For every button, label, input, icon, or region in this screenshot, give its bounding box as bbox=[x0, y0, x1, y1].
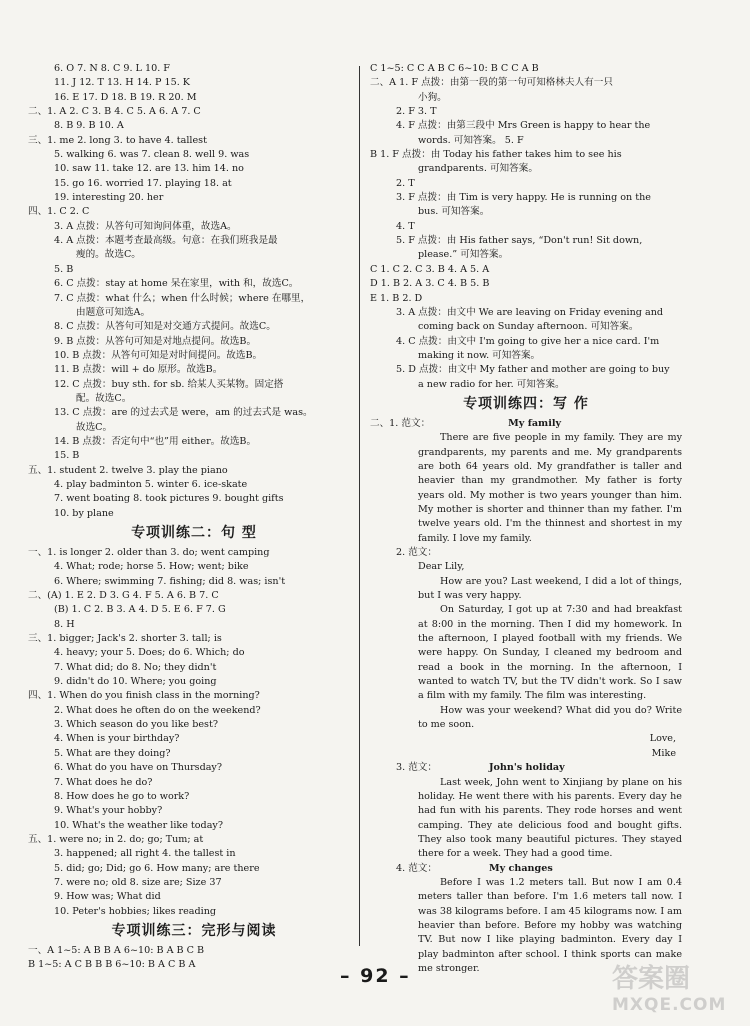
answer-line: 一、A 1~5: A B B A 6~10: B A B C B bbox=[28, 944, 205, 956]
answer-line: 由题意可知选A。 bbox=[76, 306, 151, 318]
answer-line: 三、1. me 2. long 3. to have 4. tallest bbox=[28, 134, 207, 146]
answer-line: 配。故选C。 bbox=[76, 392, 132, 404]
watermark-line2: MXQE.COM bbox=[612, 995, 727, 1015]
answer-line: 13. C 点拨：are 的过去式是 were，am 的过去式是 was。 bbox=[54, 407, 313, 419]
answer-line: 5. B bbox=[54, 263, 74, 275]
answer-line: bus. 可知答案。 bbox=[418, 206, 490, 218]
answer-line: 小狗。 bbox=[418, 91, 447, 103]
answer-line: please.” 可知答案。 bbox=[418, 249, 509, 261]
answer-line: 3. Which season do you like best? bbox=[54, 719, 218, 731]
answer-line: 7. What did; do 8. No; they didn't bbox=[54, 661, 217, 673]
answer-line: 15. B bbox=[54, 450, 80, 462]
answer-line: making it now. 可知答案。 bbox=[418, 349, 541, 361]
answer-line: 8. C 点拨：从答句可知是对交通方式提问。故选C。 bbox=[54, 321, 276, 333]
answer-line: 6. Where; swimming 7. fishing; did 8. was; isn't bbox=[54, 575, 286, 587]
answer-line: 7. C 点拨：what 什么；when 什么时候；where 在哪里， bbox=[54, 292, 311, 304]
section-title-writing: 专项训练四：写 作 bbox=[463, 395, 589, 412]
answer-line: 5. walking 6. was 7. clean 8. well 9. was bbox=[54, 149, 250, 161]
answer-line: words. 可知答案。 5. F bbox=[418, 134, 524, 146]
right-column bbox=[370, 62, 682, 976]
answer-line: grandparents. 可知答案。 bbox=[418, 163, 538, 175]
answer-line: 9. What's your hobby? bbox=[54, 805, 163, 817]
answer-line: 5. D 点拨：由文中 My father and mother are going to buy bbox=[396, 364, 670, 376]
answer-line: 4. C 点拨：由文中 I'm going to give her a nice card. I'm bbox=[396, 335, 660, 347]
answer-line: 三、1. bigger; Jack's 2. shorter 3. tall; is bbox=[28, 633, 222, 645]
answer-line: 2. T bbox=[396, 177, 415, 189]
answer-line: 10. saw 11. take 12. are 13. him 14. no bbox=[54, 163, 244, 175]
watermark-line1: 答案圈 bbox=[612, 964, 691, 994]
essay-lead: 二、1. 范文： bbox=[370, 417, 431, 429]
answer-line: B 1~5: A C B B B 6~10: B A C B A bbox=[28, 959, 196, 971]
answer-line: 瘦的。故选C。 bbox=[76, 249, 141, 261]
answer-line: 五、1. were no; in 2. do; go; Tum; at bbox=[28, 833, 204, 845]
answer-line: 10. B 点拨：从答句可知是对时间提问。故选B。 bbox=[54, 349, 263, 361]
letter-greeting: Dear Lily, bbox=[418, 561, 465, 573]
answer-line: 15. go 16. worried 17. playing 18. at bbox=[54, 177, 232, 189]
answer-line: 8. H bbox=[54, 618, 75, 630]
answer-list-section3-cont bbox=[370, 62, 682, 392]
answer-line: 11. J 12. T 13. H 14. P 15. K bbox=[54, 77, 190, 89]
answer-list-section2 bbox=[28, 546, 360, 919]
answer-line: B 1. F 点拨：由 Today his father takes him to see his bbox=[370, 149, 622, 161]
answer-line: 二、A 1. F 点拨：由第一段的第一句可知格林夫人有一只 bbox=[370, 77, 613, 89]
watermark-logo bbox=[612, 958, 742, 1018]
answer-line: 4. A 点拨：本题考查最高级。句意：在我们班我是最 bbox=[54, 235, 278, 247]
answer-line: 3. happened; all right 4. the tallest in bbox=[54, 848, 236, 860]
answer-line: 五、1. student 2. twelve 3. play the piano bbox=[28, 464, 228, 476]
essay-letter bbox=[370, 546, 682, 761]
essay-my-family bbox=[370, 417, 682, 546]
section-title-cloze-reading: 专项训练三：完形与阅读 bbox=[111, 922, 277, 939]
answer-line: 10. by plane bbox=[54, 507, 114, 519]
answer-line: 2. What does he often do on the weekend? bbox=[54, 704, 261, 716]
answer-line: 4. T bbox=[396, 220, 415, 232]
answer-line: 2. F 3. T bbox=[396, 106, 437, 118]
letter-paragraph: On Saturday, I got up at 7:30 and had breakfast at 8:00 in the morning. Then I did my homework. In the afternoon, I played football with my friends. We were happy. On Sunday, I cleaned my bedroom and read a book in the morning. In the afternoon, I wanted to watch TV, but the TV didn't work. So I saw a film with my family. The film was interesting. bbox=[418, 604, 682, 702]
left-column bbox=[28, 62, 360, 973]
answer-line: 7. What does he do? bbox=[54, 776, 153, 788]
essay-lead: 2. 范文： bbox=[396, 547, 437, 558]
answer-line: 9. didn't do 10. Where; you going bbox=[54, 676, 217, 688]
answer-line: a new radio for her. 可知答案。 bbox=[418, 378, 565, 390]
answer-line: 10. What's the weather like today? bbox=[54, 819, 223, 831]
answer-line: 3. A 点拨：由文中 We are leaving on Friday evening and bbox=[396, 306, 664, 318]
essay-title: My family bbox=[508, 417, 562, 429]
answer-line: C 1. C 2. C 3. B 4. A 5. A bbox=[370, 263, 490, 275]
answer-line: 3. A 点拨：从答句可知询问体重，故选A。 bbox=[54, 220, 237, 232]
answer-line: 四、1. When do you finish class in the morning? bbox=[28, 690, 260, 702]
answer-line: 16. E 17. D 18. B 19. R 20. M bbox=[54, 91, 197, 103]
answer-line: E 1. B 2. D bbox=[370, 292, 423, 304]
essay-text: There are five people in my family. They are my grandparents, my parents and me. My grandparents are both 64 years old. My grandfather is taller and heavier than my grandmother. My father is forty years old. My mother is two years younger than him. My mother is shorter and thinner than my father. I'm twelve years old. I'm the thinnest and shortest in my family. I love my family. bbox=[418, 432, 682, 544]
answer-line: 3. F 点拨：由 Tim is very happy. He is running on the bbox=[396, 192, 651, 204]
essay-title: John's holiday bbox=[488, 762, 565, 774]
essay-lead: 3. 范文： bbox=[396, 762, 437, 774]
answer-line: 9. How was; What did bbox=[54, 891, 161, 903]
answer-line: 7. went boating 8. took pictures 9. bought gifts bbox=[54, 493, 284, 505]
answer-list-section1 bbox=[28, 62, 360, 521]
answer-line: 4. heavy; your 5. Does; do 6. Which; do bbox=[54, 647, 245, 659]
section-title-sentence-patterns: 专项训练二：句 型 bbox=[131, 525, 257, 541]
answer-line: 6. C 点拨：stay at home 呆在家里，with 和，故选C。 bbox=[54, 278, 299, 290]
answer-line: 6. O 7. N 8. C 9. L 10. F bbox=[54, 63, 170, 74]
answer-line: coming back on Sunday afternoon. 可知答案。 bbox=[418, 321, 639, 333]
essay-text: Last week, John went to Xinjiang by plane on his holiday. He went there with his parents. Every day he had fun with his parents. They rode horses and went camping. They ate delicious food and bought gifts. They also took many beautiful pictures. They stayed there for a week. They had a good time. bbox=[418, 776, 682, 860]
answer-line: D 1. B 2. A 3. C 4. B 5. B bbox=[370, 278, 490, 290]
letter-paragraph: How are you? Last weekend, I did a lot of things, but I was very happy. bbox=[418, 575, 682, 602]
letter-signature: Mike bbox=[651, 747, 676, 759]
answer-line: 一、1. is longer 2. older than 3. do; went camping bbox=[28, 547, 270, 558]
answer-line: 4. F 点拨：由第三段中 Mrs Green is happy to hear the bbox=[396, 120, 651, 132]
essay-lead: 4. 范文： bbox=[396, 862, 437, 874]
answer-list-section3 bbox=[28, 944, 360, 973]
answer-line: 6. What do you have on Thursday? bbox=[54, 762, 222, 774]
essay-text: Before I was 1.2 meters tall. But now I am 0.4 meters taller than before. I'm 1.6 meters tall now. I was 38 kilograms before. I am 45 kilograms now. I am heavier than before. Before my hobby was watching TV. But now I like playing badminton. Every day I play badminton after school. I think sports can make me stronger. bbox=[418, 876, 682, 974]
answer-line: 12. C 点拨：buy sth. for sb. 给某人买某物。固定搭 bbox=[54, 378, 284, 390]
answer-line: 二、1. A 2. C 3. B 4. C 5. A 6. A 7. C bbox=[28, 106, 201, 118]
answer-line: 5. did; go; Did; go 6. How many; are there bbox=[54, 862, 260, 874]
essay-title: My changes bbox=[488, 862, 553, 874]
answer-line: 19. interesting 20. her bbox=[54, 192, 164, 204]
answer-line: (B) 1. C 2. B 3. A 4. D 5. E 6. F 7. G bbox=[54, 604, 226, 616]
answer-line: 7. were no; old 8. size are; Size 37 bbox=[54, 876, 222, 888]
answer-line: 8. B 9. B 10. A bbox=[54, 120, 124, 132]
answer-line: 8. How does he go to work? bbox=[54, 790, 190, 802]
answer-line: 9. B 点拨：从答句可知是对地点提问。故选B。 bbox=[54, 335, 257, 347]
answer-line: 四、1. C 2. C bbox=[28, 206, 90, 218]
answer-line: C 1~5: C C A B C 6~10: B C C A B bbox=[370, 63, 539, 74]
answer-line: 5. F 点拨：由 His father says, “Don't run! Sit down, bbox=[396, 235, 643, 247]
answer-line: 故选C。 bbox=[76, 421, 113, 433]
answer-line: 4. What; rode; horse 5. How; went; bike bbox=[54, 561, 249, 573]
answer-line: 4. play badminton 5. winter 6. ice-skate bbox=[54, 478, 248, 490]
answer-line: 4. When is your birthday? bbox=[54, 733, 180, 745]
column-divider bbox=[359, 66, 360, 946]
letter-closing: Love, bbox=[649, 733, 676, 745]
answer-line: 11. B 点拨：will + do 原形。故选B。 bbox=[54, 364, 223, 376]
answer-line: 14. B 点拨：否定句中“也”用 either。故选B。 bbox=[54, 435, 257, 447]
page-number: – 92 – bbox=[340, 965, 411, 987]
answer-line: 5. What are they doing? bbox=[54, 747, 171, 759]
letter-paragraph: How was your weekend? What did you do? Write to me soon. bbox=[418, 704, 682, 731]
essay-johns-holiday bbox=[370, 761, 682, 861]
answer-line: 二、(A) 1. E 2. D 3. G 4. F 5. A 6. B 7. C bbox=[28, 590, 219, 602]
answer-line: 10. Peter's hobbies; likes reading bbox=[54, 905, 217, 917]
